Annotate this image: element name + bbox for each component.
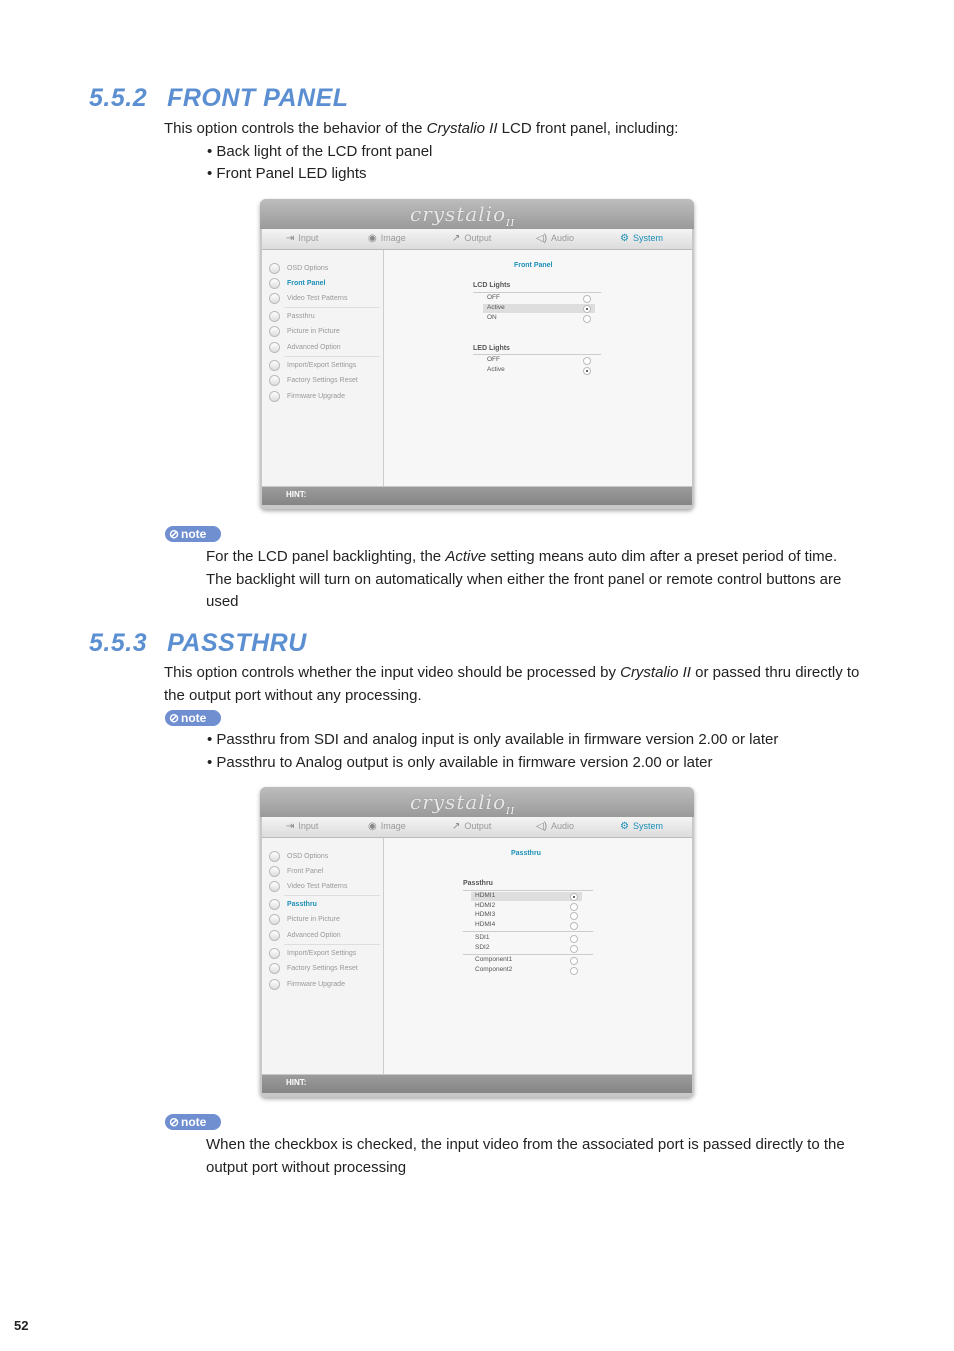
note-badge: ⊘ note xyxy=(165,710,221,726)
menu-item-factory-reset[interactable]: Factory Settings Reset xyxy=(269,963,358,977)
checkbox-hdmi2[interactable]: HDMI2 xyxy=(471,902,582,911)
section-title: FRONT PANEL xyxy=(167,84,349,112)
panel-title: Front Panel xyxy=(514,262,553,269)
section-heading-front-panel xyxy=(89,84,349,113)
menu-item-picture-in-picture[interactable]: Picture in Picture xyxy=(269,326,340,340)
sidebar-menu xyxy=(262,250,384,486)
note-badge: ⊘ note xyxy=(165,1114,221,1130)
group-title-passthru: Passthru xyxy=(463,880,493,887)
section-heading-passthru xyxy=(89,629,307,658)
front-panel-screenshot xyxy=(260,199,694,509)
intro-text-end: LCD front panel, including: xyxy=(497,120,679,137)
radio-icon xyxy=(269,360,280,371)
paperclip-icon: ⊘ xyxy=(169,1115,180,1129)
checkbox-icon xyxy=(570,922,578,930)
menu-divider xyxy=(284,356,380,357)
tab-input[interactable]: ⇥ Input xyxy=(286,821,319,832)
intro-text: This option controls whether the input video should be processed by xyxy=(164,664,621,681)
checkbox-icon xyxy=(570,912,578,920)
menu-item-import-export[interactable]: Import/Export Settings xyxy=(269,948,356,962)
radio-selected-icon xyxy=(583,305,591,313)
group-divider xyxy=(463,890,593,891)
tab-image[interactable]: ◉ Image xyxy=(368,233,406,244)
front-panel-intro xyxy=(164,118,864,141)
intro-text: This option controls the behavior of the xyxy=(164,120,427,137)
radio-icon xyxy=(269,326,280,337)
hint-label: HINT: xyxy=(286,1078,307,1087)
gear-icon: ⚙ xyxy=(620,821,629,832)
main-tabs xyxy=(262,229,692,250)
radio-icon xyxy=(269,311,280,322)
menu-item-advanced-option[interactable]: Advanced Option xyxy=(269,930,341,944)
radio-icon xyxy=(269,375,280,386)
section-number: 5.5.3 xyxy=(89,629,148,657)
radio-icon xyxy=(269,263,280,274)
main-tabs xyxy=(262,817,692,838)
radio-selected-icon xyxy=(583,367,591,375)
menu-item-front-panel[interactable]: Front Panel xyxy=(269,278,326,292)
passthru-screenshot xyxy=(260,787,694,1097)
group-divider xyxy=(473,292,601,293)
tab-system[interactable]: ⚙ System xyxy=(620,233,663,244)
bullet-item: • Passthru from SDI and analog input is only available in firmware version 2.00 or later xyxy=(207,731,779,748)
tab-system[interactable]: ⚙ System xyxy=(620,821,663,832)
menu-item-advanced-option[interactable]: Advanced Option xyxy=(269,342,341,356)
hint-bar xyxy=(262,487,692,505)
option-lcd-on[interactable]: ON xyxy=(483,314,595,323)
radio-icon xyxy=(269,899,280,910)
tab-image[interactable]: ◉ Image xyxy=(368,821,406,832)
hint-label: HINT: xyxy=(286,490,307,499)
panel-title: Passthru xyxy=(511,850,541,857)
checkbox-icon xyxy=(570,903,578,911)
menu-item-passthru[interactable]: Passthru xyxy=(269,899,317,913)
radio-icon xyxy=(269,881,280,892)
group-divider xyxy=(463,931,593,932)
checkbox-icon xyxy=(570,957,578,965)
eye-icon: ◉ xyxy=(368,821,377,832)
checkbox-hdmi3[interactable]: HDMI3 xyxy=(471,911,582,920)
option-led-active[interactable]: Active xyxy=(483,366,595,375)
section-title: PASSTHRU xyxy=(167,629,307,657)
paperclip-icon: ⊘ xyxy=(169,527,180,541)
radio-icon xyxy=(583,357,591,365)
group-title-led-lights: LED Lights xyxy=(473,345,510,352)
output-icon: ↗ xyxy=(452,233,461,244)
radio-icon xyxy=(269,948,280,959)
input-icon: ⇥ xyxy=(286,821,295,832)
tab-audio[interactable]: ◁) Audio xyxy=(536,821,575,832)
settings-panel xyxy=(384,250,692,486)
menu-divider xyxy=(284,307,380,308)
menu-item-passthru[interactable]: Passthru xyxy=(269,311,315,325)
radio-icon xyxy=(583,315,591,323)
output-icon: ↗ xyxy=(452,821,461,832)
checkbox-hdmi1[interactable]: HDMI1 xyxy=(471,892,582,901)
note-text: For the LCD panel backlighting, the xyxy=(206,548,446,565)
checkbox-sdi2[interactable]: SDI2 xyxy=(471,944,582,953)
group-title-lcd-lights: LCD Lights xyxy=(473,282,511,289)
intro-text-end: or passed thru directly to the output port without any processing. xyxy=(164,664,860,704)
bullet-item: • Passthru to Analog output is only available in firmware version 2.00 or later xyxy=(207,754,713,771)
checkbox-checked-icon xyxy=(570,893,578,901)
radio-icon xyxy=(269,293,280,304)
sidebar-menu xyxy=(262,838,384,1074)
checkbox-icon xyxy=(570,967,578,975)
tab-input[interactable]: ⇥ Input xyxy=(286,233,319,244)
menu-item-factory-reset[interactable]: Factory Settings Reset xyxy=(269,375,358,389)
radio-icon xyxy=(269,342,280,353)
menu-item-front-panel[interactable]: Front Panel xyxy=(269,866,323,880)
logo-bar xyxy=(260,787,694,817)
page-number: 52 xyxy=(14,1318,29,1333)
group-divider xyxy=(463,954,593,955)
option-lcd-off[interactable]: OFF xyxy=(483,294,595,303)
menu-item-firmware-upgrade[interactable]: Firmware Upgrade xyxy=(269,979,345,993)
speaker-icon: ◁) xyxy=(536,821,548,832)
tab-audio[interactable]: ◁) Audio xyxy=(536,233,575,244)
bullet-item: • Front Panel LED lights xyxy=(207,165,367,182)
tab-output[interactable]: ↗ Output xyxy=(452,233,492,244)
bullet-item: • Back light of the LCD front panel xyxy=(207,143,433,160)
radio-icon xyxy=(583,295,591,303)
menu-item-osd-options[interactable]: OSD Options xyxy=(269,851,328,865)
paperclip-icon: ⊘ xyxy=(169,711,180,725)
radio-icon xyxy=(269,278,280,289)
section-number: 5.5.2 xyxy=(89,84,148,112)
checkbox-component2[interactable]: Component2 xyxy=(471,966,582,975)
checkbox-component1[interactable]: Component1 xyxy=(471,956,582,965)
gear-icon: ⚙ xyxy=(620,233,629,244)
radio-icon xyxy=(269,914,280,925)
menu-item-import-export[interactable]: Import/Export Settings xyxy=(269,360,356,374)
checkbox-icon xyxy=(570,945,578,953)
front-panel-note xyxy=(206,546,866,614)
option-led-off[interactable]: OFF xyxy=(483,356,595,365)
crystalio-logo: crystalio$_{II}$ xyxy=(410,202,516,229)
group-divider xyxy=(473,354,601,355)
hint-bar xyxy=(262,1075,692,1093)
input-icon: ⇥ xyxy=(286,233,295,244)
note-text-end: setting means auto dim after a preset period of time. The backlight will turn on automatically when either the front panel or remote control buttons are used xyxy=(206,548,842,610)
radio-icon xyxy=(269,391,280,402)
eye-icon: ◉ xyxy=(368,233,377,244)
checkbox-icon xyxy=(570,935,578,943)
menu-item-osd-options[interactable]: OSD Options xyxy=(269,263,328,277)
tab-output[interactable]: ↗ Output xyxy=(452,821,492,832)
crystalio-logo: crystalio$_{II}$ xyxy=(410,790,516,817)
note-badge: ⊘ note xyxy=(165,526,221,542)
intro-product-name: Crystalio II xyxy=(620,664,691,681)
speaker-icon: ◁) xyxy=(536,233,548,244)
intro-product-name: Crystalio II xyxy=(426,120,498,137)
menu-item-picture-in-picture[interactable]: Picture in Picture xyxy=(269,914,340,928)
checkbox-hdmi4[interactable]: HDMI4 xyxy=(471,921,582,930)
checkbox-sdi1[interactable]: SDI1 xyxy=(471,934,582,943)
menu-item-video-test-patterns[interactable]: Video Test Patterns xyxy=(269,293,347,307)
radio-icon xyxy=(269,851,280,862)
radio-icon xyxy=(269,866,280,877)
settings-panel xyxy=(384,838,692,1074)
logo-bar xyxy=(260,199,694,229)
menu-item-video-test-patterns[interactable]: Video Test Patterns xyxy=(269,881,347,895)
menu-item-firmware-upgrade[interactable]: Firmware Upgrade xyxy=(269,391,345,405)
passthru-note: When the checkbox is checked, the input video from the associated port is passed directly to the output port without processing xyxy=(206,1136,845,1176)
passthru-intro xyxy=(164,662,864,707)
menu-divider xyxy=(284,895,380,896)
menu-divider xyxy=(284,944,380,945)
radio-icon xyxy=(269,979,280,990)
radio-icon xyxy=(269,963,280,974)
note-emphasis: Active xyxy=(445,548,487,565)
radio-icon xyxy=(269,930,280,941)
option-lcd-active[interactable]: Active xyxy=(483,304,595,313)
